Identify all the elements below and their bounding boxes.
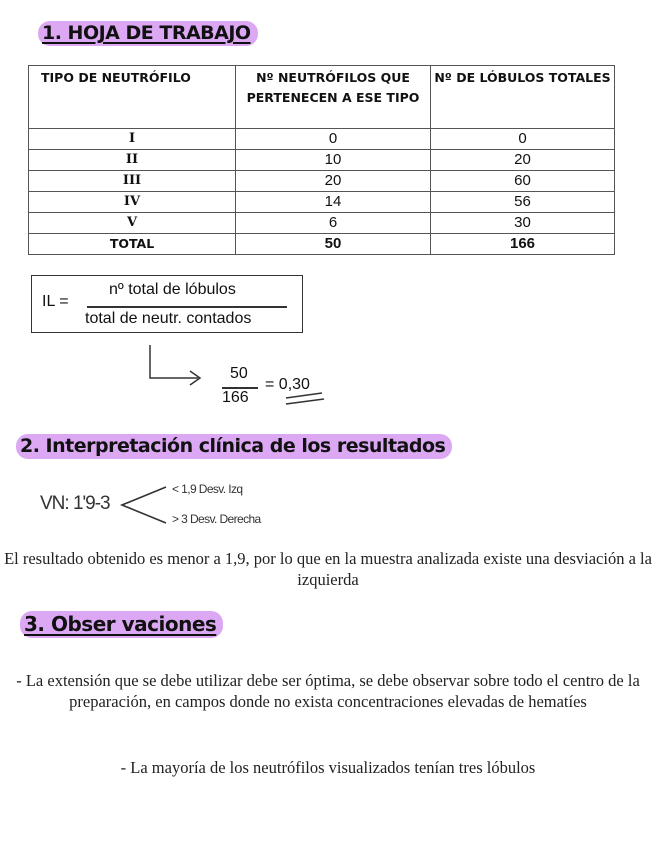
cell-count: 20 [236, 171, 431, 192]
arrow-right-icon [140, 340, 220, 390]
table-row [29, 192, 615, 213]
cell-type: IV [29, 192, 236, 213]
header-neutrophil-count: Nº NEUTRÓFILOS QUE PERTENECEN A ESE TIPO [236, 66, 431, 129]
cell-type: V [29, 213, 236, 234]
cell-count: 10 [236, 150, 431, 171]
table-row [29, 171, 615, 192]
cell-count: 14 [236, 192, 431, 213]
cell-lobes: 56 [431, 192, 615, 213]
cell-lobes: 166 [431, 234, 615, 255]
formula-denominator: total de neutr. contados [85, 310, 252, 327]
observation-item: - La mayoría de los neutrófilos visualizados tenían tres lóbulos [120, 758, 536, 777]
cell-count: 6 [236, 213, 431, 234]
cell-lobes: 0 [431, 129, 615, 150]
table-row [29, 129, 615, 150]
cell-type: III [29, 171, 236, 192]
cell-type: I [29, 129, 236, 150]
cell-type: II [29, 150, 236, 171]
cell-lobes: 30 [431, 213, 615, 234]
reference-bracket-icon [118, 482, 170, 528]
cell-lobes: 20 [431, 150, 615, 171]
formula-numerator: nº total de lóbulos [109, 281, 236, 298]
table-row [29, 150, 615, 171]
cell-count: 50 [236, 234, 431, 255]
worksheet-heading: 1. HOJA DE TRABAJO [38, 22, 258, 44]
lobular-index-formula [31, 275, 303, 333]
cell-type: TOTAL [29, 234, 236, 255]
cell-count: 0 [236, 129, 431, 150]
observation-item: - La extensión que se debe utilizar debe ser óptima, se debe observar sobre todo el centro de la preparación, en campos donde no exista concentraciones elevadas de hematíes [16, 671, 640, 711]
double-underline-icon [282, 390, 332, 408]
right-deviation-note: > 3 Desv. Derecha [172, 512, 261, 526]
table-header-row [29, 66, 615, 129]
interpretation-heading: 2. Interpretación clínica de los resultados [16, 435, 452, 457]
worksheet-table [28, 65, 615, 255]
cell-lobes: 60 [431, 171, 615, 192]
calculation-denominator: 166 [222, 389, 249, 406]
interpretation-text: El resultado obtenido es menor a 1,9, por lo que en la muestra analizada existe una desviación a la izquierda [4, 549, 652, 589]
left-deviation-note: < 1,9 Desv. Izq [172, 482, 243, 496]
table-row [29, 213, 615, 234]
normal-value-label: VN: 1'9-3 [40, 493, 110, 514]
header-total-lobes: Nº DE LÓBULOS TOTALES [431, 66, 615, 129]
header-neutrophil-type: TIPO DE NEUTRÓFILO [29, 66, 236, 129]
observations-heading: 3. Obser vaciones [20, 612, 223, 636]
formula-label: IL = [42, 293, 69, 310]
fraction-bar [87, 306, 287, 308]
calculation-result: = 0,30 [265, 376, 310, 393]
calculation-numerator: 50 [230, 365, 248, 382]
table-total-row [29, 234, 615, 255]
